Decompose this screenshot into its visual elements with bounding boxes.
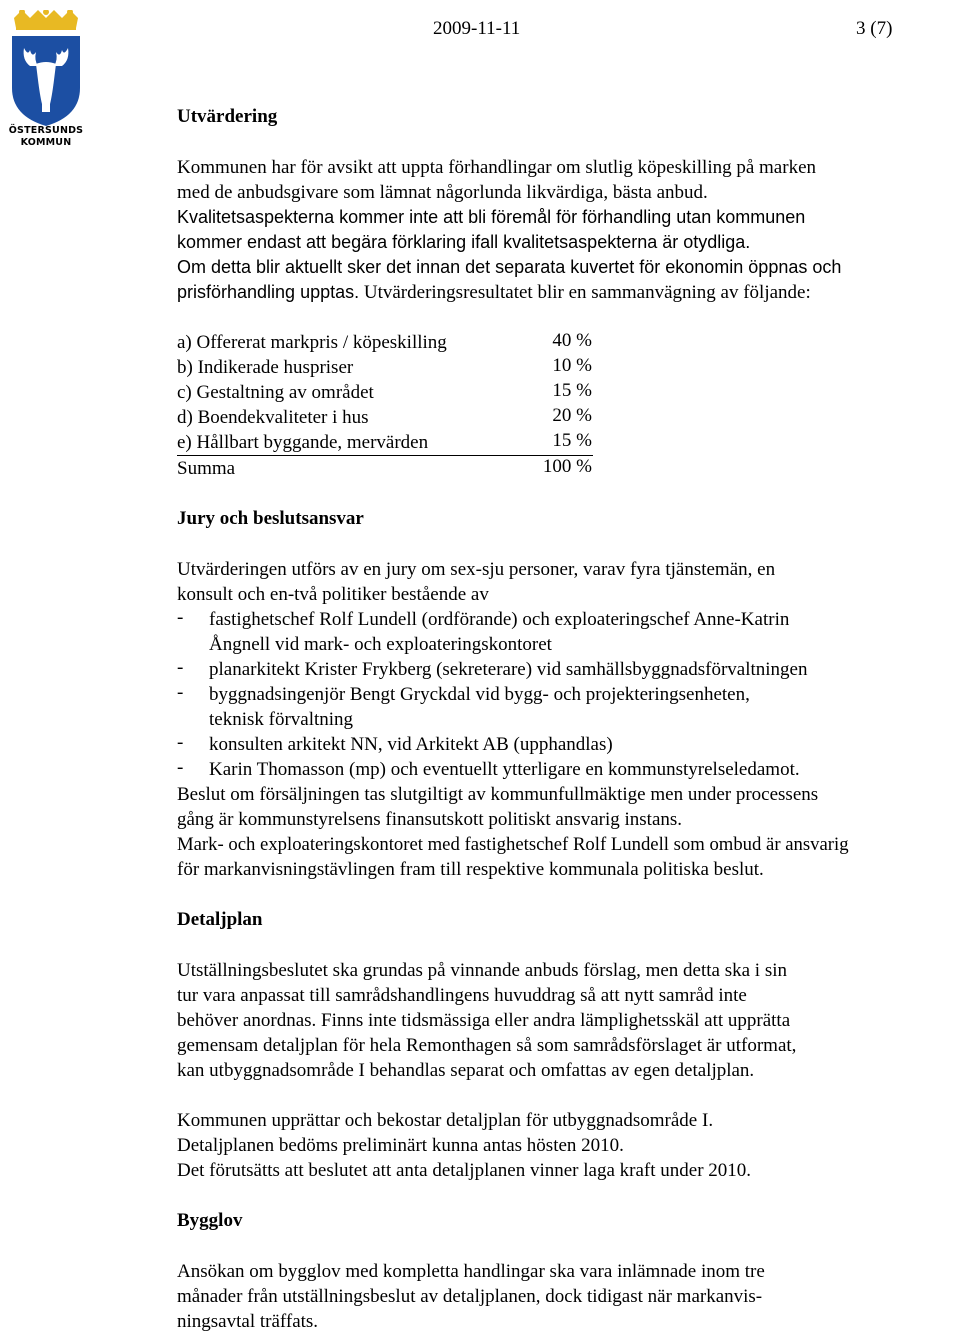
criteria-label: e) Hållbart byggande, mervärden	[177, 432, 429, 453]
list-dash: -	[177, 682, 184, 703]
paragraph-line: Ansökan om bygglov med kompletta handlingar ska vara inlämnade inom tre	[177, 1261, 765, 1282]
paragraph-line-mixed	[177, 280, 811, 305]
list-item: byggnadsingenjör Bengt Gryckdal vid bygg- och projekteringsenheten,	[209, 684, 750, 705]
paragraph-line: behöver anordnas. Finns inte tidsmässiga eller andra lämplighetsskäl att upprätta	[177, 1010, 791, 1031]
criteria-label: c) Gestaltning av området	[177, 382, 374, 403]
logo-text-line2: KOMMUN	[20, 137, 72, 148]
header-date: 2009-11-11	[433, 18, 521, 39]
criteria-label: a) Offererat markpris / köpeskilling	[177, 332, 447, 353]
paragraph-line: Utställningsbeslutet ska grundas på vinnande anbuds förslag, men detta ska i sin	[177, 960, 787, 981]
list-item: fastighetschef Rolf Lundell (ordförande) och exploateringschef Anne-Katrin	[209, 609, 790, 630]
paragraph-line: gång är kommunstyrelsens finansutskott politiskt ansvarig instans.	[177, 809, 683, 830]
paragraph-line: med de anbudsgivare som lämnat någorlunda likvärdiga, bästa anbud.	[177, 182, 708, 203]
list-item: konsulten arkitekt NN, vid Arkitekt AB (upphandlas)	[209, 734, 613, 755]
paragraph-line: konsult och en-två politiker bestående av	[177, 584, 489, 605]
criteria-percent: 20 %	[552, 405, 592, 426]
paragraph-line: Kommunen har för avsikt att uppta förhandlingar om slutlig köpeskilling på marken	[177, 157, 817, 178]
text-span: Utvärderingsresultatet blir en sammanvägning av följande:	[359, 282, 811, 303]
list-item: planarkitekt Krister Frykberg (sekreterare) vid samhällsbyggnadsförvaltningen	[209, 659, 808, 680]
text-span: prisförhandling upptas.	[177, 282, 360, 302]
list-dash: -	[177, 732, 184, 753]
paragraph-line: Beslut om försäljningen tas slutgiltigt av kommunfullmäktige men under processens	[177, 784, 819, 805]
list-item: Karin Thomasson (mp) och eventuellt ytterligare en kommunstyrelseledamot.	[209, 759, 800, 780]
sum-label: Summa	[177, 458, 236, 479]
list-item-continuation: Ångnell vid mark- och exploateringskontoret	[209, 634, 552, 655]
section-title-utvardering: Utvärdering	[177, 106, 278, 127]
paragraph-line: Utvärderingen utförs av en jury om sex-sju personer, varav fyra tjänstemän, en	[177, 559, 776, 580]
paragraph-line: gemensam detaljplan för hela Remonthagen så som samrådsförslaget är utformat,	[177, 1035, 797, 1056]
logo-text-line1: ÖSTERSUNDS	[8, 125, 84, 136]
paragraph-line: för markanvisningstävlingen fram till respektive kommunala politiska beslut.	[177, 859, 764, 880]
criteria-row	[177, 380, 374, 405]
paragraph-line: Det förutsätts att beslutet att anta detaljplanen vinner laga kraft under 2010.	[177, 1160, 752, 1181]
paragraph-line: Om detta blir aktuellt sker det innan det separata kuvertet för ekonomin öppnas och	[177, 257, 842, 277]
criteria-percent: 15 %	[552, 380, 592, 401]
header-page-number: 3 (7)	[856, 18, 893, 39]
paragraph-line: månader från utställningsbeslut av detaljplanen, dock tidigast när markanvis-	[177, 1286, 763, 1307]
criteria-row	[177, 405, 369, 430]
paragraph-line: kommer endast att begära förklaring ifall kvalitetsaspekterna är otydliga.	[177, 232, 751, 252]
criteria-percent: 15 %	[552, 430, 592, 451]
criteria-row	[177, 330, 447, 355]
list-item-continuation: teknisk förvaltning	[209, 709, 354, 730]
section-title-jury: Jury och beslutsansvar	[177, 508, 364, 529]
paragraph-line: ningsavtal träffats.	[177, 1311, 319, 1332]
paragraph-line: Mark- och exploateringskontoret med fastighetschef Rolf Lundell som ombud är ansvarig	[177, 834, 849, 855]
criteria-label: b) Indikerade huspriser	[177, 357, 354, 378]
sum-percent: 100 %	[542, 456, 592, 477]
list-dash: -	[177, 607, 184, 628]
paragraph-line: Kommunen upprättar och bekostar detaljplan för utbyggnadsområde I.	[177, 1110, 714, 1131]
criteria-row	[177, 430, 428, 455]
paragraph-line: tur vara anpassat till samrådshandlingens huvuddrag så att nytt samråd inte	[177, 985, 747, 1006]
criteria-percent: 40 %	[552, 330, 592, 351]
coat-of-arms-icon	[8, 10, 84, 128]
section-title-bygglov: Bygglov	[177, 1210, 243, 1231]
criteria-row	[177, 355, 353, 380]
paragraph-line: Detaljplanen bedöms preliminärt kunna antas hösten 2010.	[177, 1135, 624, 1156]
criteria-label: d) Boendekvaliteter i hus	[177, 407, 369, 428]
paragraph-line: Kvalitetsaspekterna kommer inte att bli föremål för förhandling utan kommunen	[177, 207, 806, 227]
ostersunds-kommun-logo	[8, 10, 84, 150]
list-dash: -	[177, 757, 184, 778]
list-dash: -	[177, 657, 184, 678]
criteria-percent: 10 %	[552, 355, 592, 376]
section-title-detaljplan: Detaljplan	[177, 909, 263, 930]
paragraph-line: kan utbyggnadsområde I behandlas separat och omfattas av egen detaljplan.	[177, 1060, 755, 1081]
